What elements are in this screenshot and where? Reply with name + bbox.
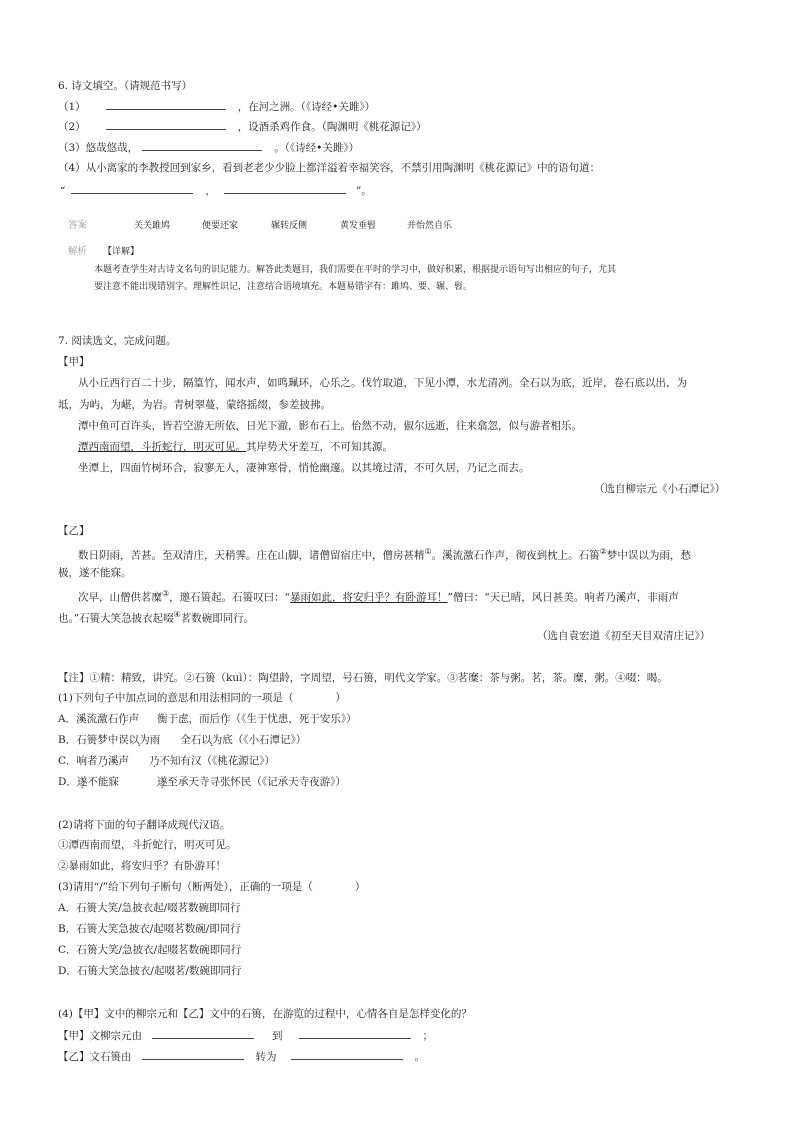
option-a-text: 雨 <box>149 734 161 746</box>
q7-jia-p4 <box>78 440 393 454</box>
q6-analysis-line-1: 本题考查学生对古诗文名句的识记能力。解答此类题目，我们需要在平时的学习中，做好积累，根据提示语句写出相应的句子，尤其 <box>94 265 617 275</box>
option-label: B． <box>58 734 77 746</box>
option-b-text: 衡于虑，而后 <box>157 713 221 725</box>
option-label: A． <box>58 713 77 725</box>
q6-item-3-num: （3） <box>58 142 86 154</box>
dotted-word: 以为 <box>128 734 150 746</box>
note-marker-3: ③ <box>162 589 170 598</box>
q7-sub4-line-1-mid: 到 <box>272 1030 283 1042</box>
q6-answer-4: 黄发垂髫 <box>340 221 377 231</box>
q6-item-2-num: （2） <box>58 121 86 133</box>
q6-item-4-num: （4） <box>58 162 86 174</box>
q6-item-3-text: 。（《诗经•关雎》） <box>274 142 360 154</box>
dotted-word: 以为 <box>201 734 223 746</box>
q6-item-4 <box>58 161 600 175</box>
q6-answer-label: 答案 <box>68 220 88 231</box>
q7-sub3-option-a[interactable]: A．石篑大笑/急披衣起/啜茗数碗即同行 <box>58 902 241 914</box>
q6-answer-5: 并怡然自乐 <box>407 221 453 231</box>
q7-sub4-line-2-pre: 【乙】文石篑由 <box>58 1051 132 1063</box>
option-a-text: 溪声 <box>108 755 130 767</box>
q7-yi-p1-b: 。溪流激石作声，彻夜到枕上。石篑 <box>431 549 600 562</box>
q7-yi-p2-line2-b: 茗数碗即同行。 <box>180 612 255 625</box>
dotted-word: 作 <box>118 713 129 725</box>
q6-blank-3[interactable] <box>142 140 262 151</box>
q7-sub4-stem: (4)【甲】文中的柳宗元和【乙】文中的石篑，在游览的过程中，心情各自是怎样变化的？ <box>58 1008 472 1020</box>
q6-item-4-text: 从小离家的李教授回到家乡，看到老老少少脸上都洋溢着幸福笑容，不禁引用陶渊明《桃花源记》中的语句道： <box>85 162 601 174</box>
q7-jia-underlined-sentence: 潭西南而望，斗折蛇行，明灭可见。 <box>78 441 246 453</box>
q7-sub3-stem: (3)请用“/”给下列句子断句（断两处），正确的一项是（ ） <box>58 881 366 893</box>
q6-close-quote: ”。 <box>355 185 372 197</box>
q7-sub2-stem: (2)请将下面的句子翻译成现代汉语。 <box>58 819 231 831</box>
q6-item-1-num: （1） <box>58 101 86 113</box>
q7-sub1-option-c[interactable] <box>58 754 275 768</box>
q7-yi-p1-cont: 极，遂不能寐。 <box>58 567 132 579</box>
dotted-word: 作 <box>220 713 231 725</box>
q7-yi-label: 【乙】 <box>58 525 90 537</box>
q7-sub2-item-1: ①潭西南而望，斗折蛇行，明灭可见。 <box>58 839 237 851</box>
q7-title: 7. 阅读选文，完成问题。 <box>58 335 177 347</box>
q7-sub1-option-d[interactable] <box>58 775 346 789</box>
option-label: D． <box>58 776 77 788</box>
q7-yi-p2-c: ”僧曰：“天已晴，风日甚美。响者乃溪声，非雨声 <box>447 591 679 604</box>
option-b-text: 至承天寺寻张怀民（《记承天寺夜游》） <box>167 776 346 788</box>
q7-sub4-line-2-end: 。 <box>414 1051 425 1063</box>
q7-yi-p1-c: 梦中误以为雨，愁 <box>606 549 691 562</box>
q7-jia-label: 【甲】 <box>58 356 90 368</box>
q6-analysis-label: 解析 <box>68 246 88 257</box>
q7-yi-source: （选自袁宏道《初至天目双清庄记》） <box>537 630 711 642</box>
q6-answer-3: 辗转反侧 <box>271 221 308 231</box>
q7-jia-p1-cont: 坻，为屿，为嵁，为岩。青树翠蔓，蒙络摇缀，参差披拂。 <box>58 399 331 411</box>
q7-sub2-item-2: ②暴雨如此，将安归乎？有卧游耳！ <box>58 860 226 872</box>
q7-jia-p1: 从小丘西行百二十步，隔篁竹，闻水声，如鸣珮环，心乐之。伐竹取道，下见小潭，水尤清冽。全石以为底，近岸，卷石底以出，为 <box>78 377 687 389</box>
q7-jia-p4-rest: 其岸势犬牙差互，不可知其源。 <box>246 441 393 453</box>
q7-yi-p2 <box>78 587 679 605</box>
q6-item-1 <box>58 99 375 114</box>
option-b-text: 不知有汉（《桃花源记》） <box>159 755 276 767</box>
q7-sub4-blank-2a[interactable] <box>142 1049 244 1060</box>
option-b-text: 底（《小石潭记》） <box>222 734 307 746</box>
option-a-text: 响者 <box>76 755 98 767</box>
dotted-word: 乃 <box>97 755 109 767</box>
q7-jia-p5: 坐潭上，四面竹树环合，寂寥无人，凄神寒骨，悄怆幽邃。以其境过清，不可久居，乃记之而去。 <box>78 462 530 474</box>
q7-sub1-option-b[interactable] <box>58 733 306 747</box>
q7-sub4-blank-1a[interactable] <box>152 1028 254 1039</box>
option-label: C． <box>58 755 77 767</box>
q7-jia-p3: 潭中鱼可百许头，皆若空游无所依，日光下澈，影布石上。佁然不动，俶尔远逝，往来翕忽，似与游者相乐。 <box>78 420 582 432</box>
q6-open-quote: “ <box>60 185 66 197</box>
q6-item-4-line2 <box>60 183 372 198</box>
q6-item-2 <box>58 119 427 134</box>
q6-item-2-text: ，设酒杀鸡作食。（陶渊明《桃花源记》） <box>237 121 427 133</box>
dotted-word: 遂 <box>156 776 168 788</box>
note-marker-1: ① <box>424 547 432 556</box>
option-b-text: （《生于忧患，死于安乐》） <box>230 713 357 725</box>
q7-yi-p1 <box>78 545 691 563</box>
q6-item-1-text: ，在河之洲。（《诗经•关雎》） <box>237 101 376 113</box>
option-a-text: 石篑梦中误 <box>76 734 129 746</box>
q7-sub4-line-1-pre: 【甲】文柳宗元由 <box>58 1030 142 1042</box>
q6-answer-1: 关关雎鸠 <box>134 221 171 231</box>
q6-analysis-line-2: 要注意不能出现错别字。理解性识记，注意结合语境填充。本题易错字有：雎鸠、要、辗、髫。 <box>94 282 473 292</box>
q6-item-3 <box>58 140 359 155</box>
q7-sub4-blank-1b[interactable] <box>299 1028 411 1039</box>
q7-sub3-option-d[interactable]: D．石篑大笑急披衣/起啜茗/数碗即同行 <box>58 965 242 977</box>
q7-sub1-stem: (1)下列句子中加点词的意思和用法相同的一项是（ ） <box>58 692 346 704</box>
option-a-text: 声 <box>128 713 140 725</box>
option-a-text: 不能寐 <box>87 776 119 788</box>
q7-yi-p2-line2-a: 也。”石篑大笑急披衣起啜 <box>58 612 174 625</box>
option-a-text: 溪流激石 <box>76 713 119 725</box>
q7-sub1-option-a[interactable] <box>58 712 357 726</box>
q7-yi-p2-a: 次早，山僧供茗糜 <box>78 591 162 604</box>
q7-yi-p2-b: ，邀石篑起。石篑叹曰：“ <box>169 591 291 604</box>
q6-blank-4a[interactable] <box>71 183 193 194</box>
q6-comma: ， <box>205 185 216 197</box>
q6-analysis-head: 【详解】 <box>103 247 140 257</box>
q7-yi-underlined-sentence: 暴雨如此，将安归乎？有卧游耳！ <box>290 591 448 604</box>
dotted-word: 遂 <box>76 776 88 788</box>
q7-sub4-line-1 <box>58 1028 433 1043</box>
dotted-word: 乃 <box>149 755 160 767</box>
q6-blank-2[interactable] <box>106 119 226 130</box>
q6-blank-4b[interactable] <box>224 183 346 194</box>
q7-sub3-option-b[interactable]: B．石篑大笑急披衣/起啜茗数碗/即同行 <box>58 923 241 935</box>
option-b-text: 全石 <box>180 734 202 746</box>
q7-sub4-blank-2b[interactable] <box>291 1049 403 1060</box>
q7-sub4-line-1-end: ； <box>422 1030 433 1042</box>
note-marker-4: ④ <box>173 610 181 619</box>
q7-yi-p2-cont <box>58 608 254 626</box>
q7-jia-source: （选自柳宗元《小石潭记》） <box>594 483 726 495</box>
q6-item-3-pre: 悠哉悠哉， <box>85 142 139 154</box>
q7-note: 【注】①精：精致，讲究。②石篑（kuì）：陶望龄，字周望，号石篑，明代文学家。③茗糜：茶与粥。茗，茶。糜，粥。④啜：喝。 <box>58 672 668 684</box>
q7-yi-p1-a: 数日阴雨，苦甚。至双清庄，天稍霁。庄在山脚，诸僧留宿庄中，僧房甚精 <box>78 549 425 562</box>
q7-sub4-line-2-mid: 转为 <box>255 1051 277 1063</box>
q7-sub3-option-c[interactable]: C．石篑大笑/急披衣/起啜茗数碗即同行 <box>58 944 242 956</box>
note-marker-2: ② <box>599 547 607 556</box>
q6-answer-2: 便要还家 <box>202 221 239 231</box>
q7-sub4-line-2 <box>58 1049 425 1064</box>
q6-blank-1[interactable] <box>106 99 226 110</box>
q6-title: 6. 诗文填空。（请规范书写） <box>58 80 193 92</box>
